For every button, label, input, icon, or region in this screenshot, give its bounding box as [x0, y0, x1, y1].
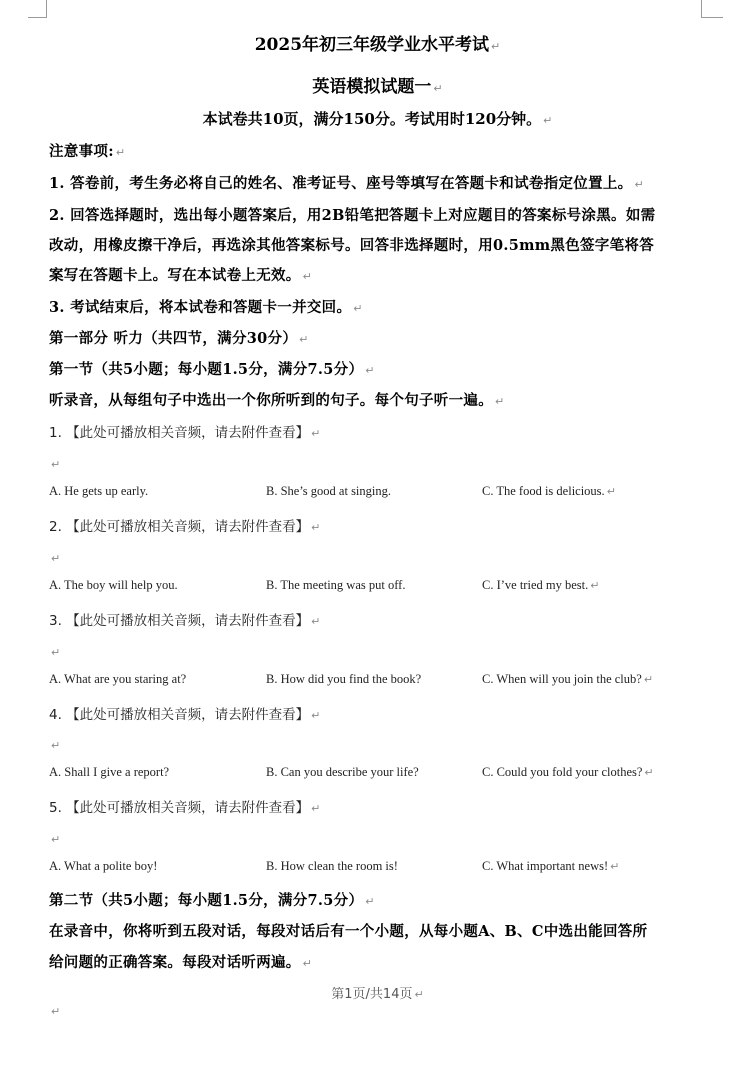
note-2-end: 案写在答题卡上。写在本试卷上无效。 ↵	[49, 267, 313, 284]
section-2-instructions: 在录音中，你将听到五段对话，每段对话后有一个小题，从每小题A、B、C中选出能回答所	[49, 923, 648, 940]
question-3-option-b: B. How did you find the book?	[266, 672, 422, 686]
question-2-option-c: C. I’ve tried my best. ↵	[482, 578, 600, 592]
blank-line: ↵	[51, 833, 61, 846]
exam-title: 2025年初三年级学业水平考试 ↵	[254, 35, 501, 55]
question-5-label: 5. 【此处可播放相关音频，请去附件查看】 ↵	[49, 800, 321, 816]
blank-line: ↵	[51, 739, 61, 752]
question-4-option-a: A. Shall I give a report?	[49, 765, 170, 779]
question-1-option-c: C. The food is delicious. ↵	[482, 484, 616, 498]
question-2-option-a: A. The boy will help you.	[49, 578, 178, 592]
question-2-label: 2. 【此处可播放相关音频，请去附件查看】 ↵	[49, 519, 321, 535]
notes-heading: 注意事项: ↵	[49, 143, 126, 160]
question-5-option-c: C. What important news! ↵	[482, 859, 620, 873]
section-1-instructions: 听录音，从每组句子中选出一个你所听到的句子。每个句子听一遍。 ↵	[49, 392, 505, 409]
section-2-heading: 第二节（共5小题；每小题1.5分，满分7.5分） ↵	[49, 892, 375, 909]
page-footer: 第1页/共14页 ↵	[331, 987, 424, 1002]
question-5-option-a: A. What a polite boy!	[49, 859, 158, 873]
question-5-option-b: B. How clean the room is!	[266, 859, 398, 873]
exam-subtitle: 英语模拟试题一 ↵	[312, 77, 443, 97]
blank-line: ↵	[51, 458, 61, 471]
note-2: 2. 回答选择题时，选出每小题答案后，用2B铅笔把答题卡上对应题目的答案标号涂黑。如需	[49, 207, 656, 224]
question-4-option-b: B. Can you describe your life?	[266, 765, 419, 779]
section-2-instructions-cont: 给问题的正确答案。每段对话听两遍。 ↵	[49, 954, 313, 971]
part-1-heading: 第一部分 听力（共四节，满分30分） ↵	[49, 330, 309, 347]
blank-line: ↵	[51, 1005, 61, 1018]
question-3-option-c: C. When will you join the club? ↵	[482, 672, 654, 686]
note-1: 1. 答卷前，考生务必将自己的姓名、准考证号、座号等填写在答题卡和试卷指定位置上。 ↵	[49, 175, 645, 192]
section-1-heading: 第一节（共5小题；每小题1.5分，满分7.5分） ↵	[49, 361, 375, 378]
note-2-cont: 改动，用橡皮擦干净后，再选涂其他答案标号。回答非选择题时，用0.5mm黑色签字笔将答	[49, 237, 655, 254]
blank-line: ↵	[51, 646, 61, 659]
crop-mark-top-right	[701, 0, 702, 17]
question-4-option-c: C. Could you fold your clothes? ↵	[482, 765, 654, 779]
crop-mark-top-left	[28, 17, 47, 18]
question-3-label: 3. 【此处可播放相关音频，请去附件查看】 ↵	[49, 613, 321, 629]
question-3-option-a: A. What are you staring at?	[49, 672, 187, 686]
crop-mark-top-left	[46, 0, 47, 17]
question-4-label: 4. 【此处可播放相关音频，请去附件查看】 ↵	[49, 707, 321, 723]
question-1-option-b: B. She’s good at singing.	[266, 484, 392, 498]
note-3: 3. 考试结束后，将本试卷和答题卡一并交回。 ↵	[49, 299, 363, 316]
question-1-label: 1. 【此处可播放相关音频，请去附件查看】 ↵	[49, 425, 321, 441]
exam-info: 本试卷共10页，满分150分。考试用时120分钟。 ↵	[202, 110, 553, 128]
question-1-option-a: A. He gets up early.	[49, 484, 149, 498]
crop-mark-top-right	[701, 17, 723, 18]
question-2-option-b: B. The meeting was put off.	[266, 578, 406, 592]
blank-line: ↵	[51, 552, 61, 565]
